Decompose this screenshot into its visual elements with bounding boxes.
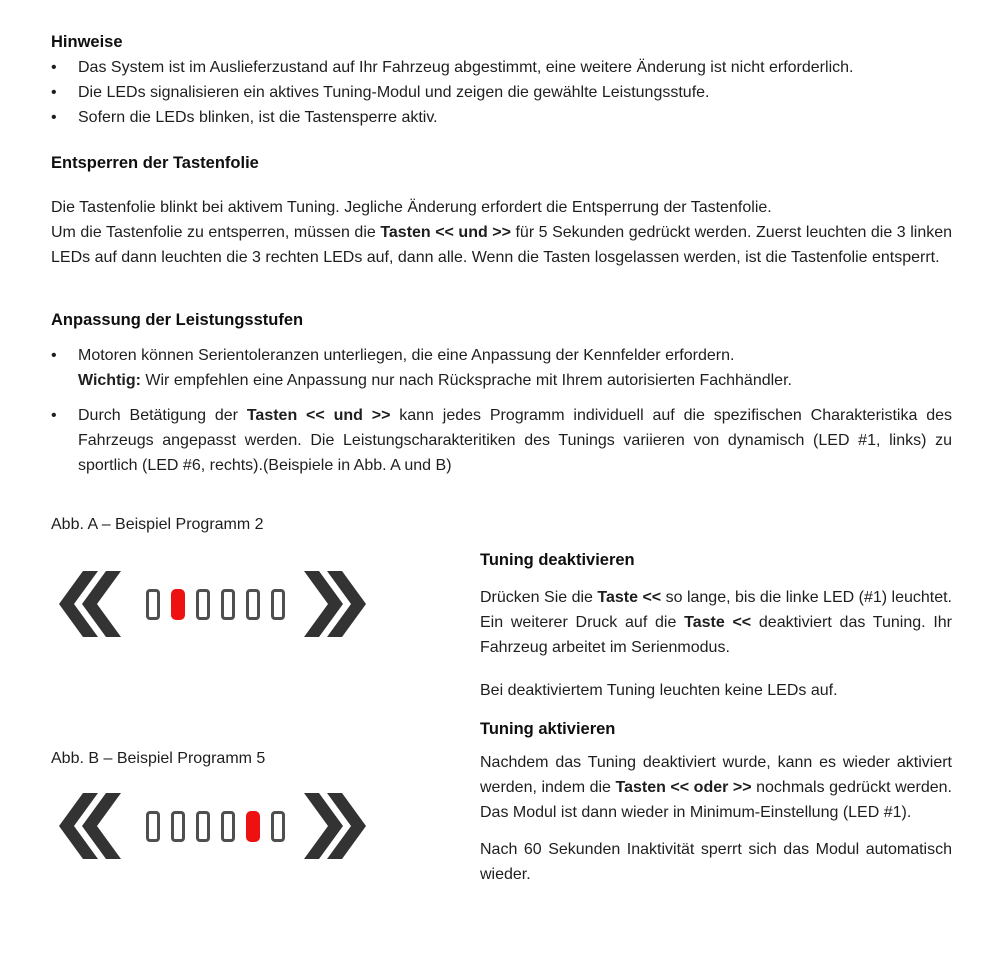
led-6: [271, 811, 285, 842]
bold-tasten-keys: Tasten << und >>: [246, 407, 391, 424]
paragraph-keine-leds: Bei deaktiviertem Tuning leuchten keine LEDs auf.: [480, 682, 838, 699]
bold-tasten-keys: Tasten << und >>: [380, 224, 511, 241]
bold-taste-left: Taste <<: [684, 614, 752, 631]
bullet-text: Das System ist im Auslieferzustand auf Ihr Fahrzeug abgestimmt, eine weitere Änderung ist nicht erforderlich.: [78, 59, 854, 76]
bold-taste-left: Taste <<: [597, 589, 662, 606]
bullet-marker: •: [51, 59, 57, 76]
bullet-marker: •: [51, 347, 57, 364]
led-5: [246, 589, 260, 620]
bullet-marker: •: [51, 84, 57, 101]
paragraph-auto-sperre: Nach 60 Sekunden Inaktivität sperrt sich das Modul automatisch wieder.: [480, 841, 952, 883]
led-5-active: [246, 811, 260, 842]
bold-wichtig: Wichtig:: [78, 372, 141, 389]
led-4: [221, 811, 235, 842]
bullet-item: [51, 403, 952, 478]
led-2: [171, 811, 185, 842]
led-2-active: [171, 589, 185, 620]
bullet-item: [51, 105, 952, 130]
paragraph-entsperren-intro: Die Tastenfolie blinkt bei aktivem Tuning. Jegliche Änderung erfordert die Entsperrung der Tastenfolie.: [51, 199, 772, 216]
bullet-text: Sofern die LEDs blinken, ist die Tastensperre aktiv.: [78, 109, 438, 126]
bullet-text: Durch Betätigung der Tasten << und >> kann jedes Programm individuell auf die spezifischen Charakteristika des Fahrzeugs angepasst werden. Die Leistungscharakteritiken des Tunings variieren von dynamisch (LED #1, links) zu sportlich (LED #6, rechts).(Beispiele in Abb. A und B): [78, 407, 952, 474]
led-4: [221, 589, 235, 620]
bullet-text: [78, 343, 952, 393]
tuning-text-column: [480, 548, 952, 887]
led-1: [146, 811, 160, 842]
motoren-line: Motoren können Serientoleranzen unterliegen, die eine Anpassung der Kennfelder erfordern.: [78, 347, 735, 364]
led-3: [196, 589, 210, 620]
bullet-item: [51, 55, 952, 80]
led-6: [271, 589, 285, 620]
figure-a-label: Abb. A – Beispiel Programm 2: [51, 516, 264, 533]
heading-tuning-aktivieren: Tuning aktivieren: [480, 720, 616, 738]
figure-b-label: Abb. B – Beispiel Programm 5: [51, 750, 266, 767]
paragraph-entsperren-detail: Um die Tastenfolie zu entsperren, müssen die Tasten << und >> für 5 Sekunden gedrückt werden. Zuerst leuchten die 3 linken LEDs auf dann leuchten die 3 rechten LEDs auf, dann alle. Wenn die Tasten losgelassen werden, ist die Tastenfolie entsperrt.: [51, 224, 953, 266]
bullet-marker: •: [51, 407, 57, 424]
figure-column: [51, 512, 480, 859]
led-strip-b: [146, 811, 285, 842]
heading-hinweise: Hinweise: [51, 33, 123, 51]
bold-tasten-keys: Tasten << oder >>: [615, 779, 752, 796]
paragraph-aktivieren: Nachdem das Tuning deaktiviert wurde, kann es wieder aktiviert werden, indem die Tasten << oder >> nochmals gedrückt werden. Das Modul ist dann wieder in Minimum-Einstellung (LED #1).: [480, 754, 952, 821]
paragraph-deaktivieren: Drücken Sie die Taste << so lange, bis die linke LED (#1) leuchtet. Ein weiterer Druck auf die Taste << deaktiviert das Tuning. Ihr Fahrzeug arbeitet im Serienmodus.: [480, 589, 953, 656]
bullet-marker: •: [51, 109, 57, 126]
double-chevron-left-icon: [57, 793, 123, 859]
led-3: [196, 811, 210, 842]
bullet-item: [51, 343, 952, 393]
led-strip-a: [146, 589, 285, 620]
led-1: [146, 589, 160, 620]
heading-anpassung: Anpassung der Leistungsstufen: [51, 311, 304, 329]
figures-section: [51, 512, 952, 887]
double-chevron-right-icon: [302, 571, 368, 637]
double-chevron-left-icon: [57, 571, 123, 637]
double-chevron-right-icon: [302, 793, 368, 859]
heading-tuning-deaktivieren: Tuning deaktivieren: [480, 551, 635, 569]
wichtig-line: Wichtig: Wir empfehlen eine Anpassung nur nach Rücksprache mit Ihrem autorisierten Fachhändler.: [78, 372, 792, 389]
figure-a-graphic: [57, 571, 480, 637]
heading-entsperren: Entsperren der Tastenfolie: [51, 154, 259, 172]
figure-b-graphic: [57, 793, 480, 859]
bullet-text: Die LEDs signalisieren ein aktives Tuning-Modul und zeigen die gewählte Leistungsstufe.: [78, 84, 710, 101]
bullet-item: [51, 80, 952, 105]
